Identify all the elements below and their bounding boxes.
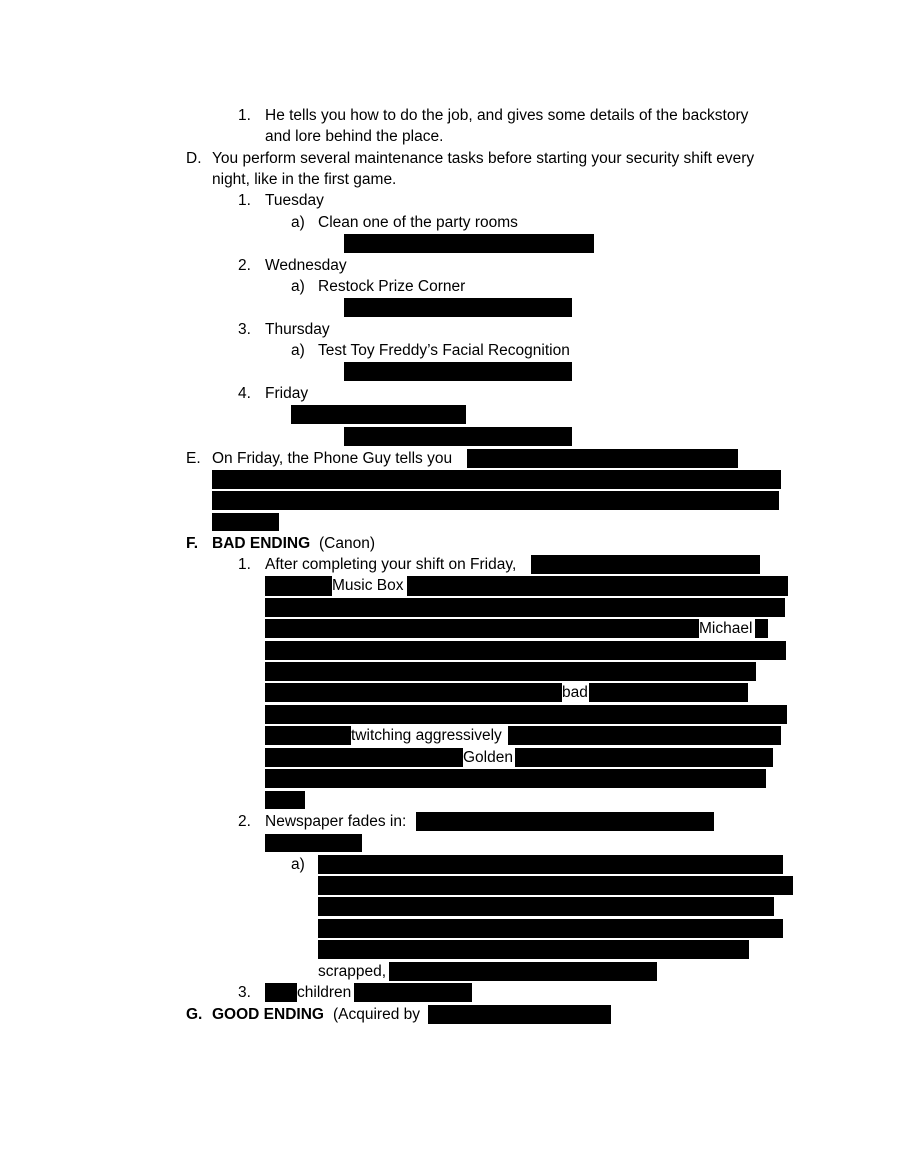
- redaction-bar: [407, 576, 788, 596]
- redaction-bar: [508, 726, 781, 745]
- section-heading: BAD ENDING: [212, 535, 311, 552]
- redaction-bar: [265, 834, 362, 852]
- redaction-bar: [755, 619, 768, 638]
- redaction-bar: [265, 748, 463, 767]
- list-item-text: Newspaper fades in:: [265, 813, 407, 830]
- list-marker: D.: [186, 150, 202, 167]
- list-marker: a): [291, 214, 305, 231]
- list-marker: 1.: [238, 107, 251, 124]
- visible-word: twitching aggressively: [351, 727, 502, 744]
- redaction-bar: [318, 855, 783, 874]
- list-item-text: After completing your shift on Friday,: [265, 556, 517, 573]
- redaction-bar: [265, 576, 332, 596]
- redaction-bar: [531, 555, 760, 574]
- redaction-bar: [344, 362, 572, 381]
- section-heading: GOOD ENDING: [212, 1006, 324, 1023]
- list-marker: 1.: [238, 556, 251, 573]
- redaction-bar: [265, 705, 787, 724]
- redaction-bar: [389, 962, 657, 981]
- list-marker: G.: [186, 1006, 203, 1023]
- list-marker: E.: [186, 450, 201, 467]
- redaction-bar: [589, 683, 748, 702]
- list-marker: F.: [186, 535, 199, 552]
- list-item-text: Clean one of the party rooms: [318, 214, 518, 231]
- redaction-bar: [291, 405, 466, 424]
- visible-word: scrapped,: [318, 963, 387, 980]
- redaction-bar: [344, 234, 594, 253]
- redaction-bar: [318, 919, 783, 938]
- list-item-text: Restock Prize Corner: [318, 278, 466, 295]
- redaction-bar: [467, 449, 738, 468]
- redaction-bar: [265, 619, 699, 638]
- redaction-bar: [265, 662, 756, 681]
- redaction-bar: [354, 983, 472, 1002]
- list-item-text: Tuesday: [265, 192, 324, 209]
- list-marker: 3.: [238, 984, 251, 1001]
- redaction-bar: [344, 298, 572, 317]
- redaction-bar: [265, 641, 786, 660]
- list-item-text: He tells you how to do the job, and gives some details of the backstory: [265, 107, 749, 124]
- visible-word: Michael: [699, 620, 753, 637]
- list-marker: 2.: [238, 813, 251, 830]
- redaction-bar: [265, 683, 562, 702]
- redaction-bar: [212, 491, 779, 510]
- redaction-bar: [212, 470, 781, 489]
- list-item-text: night, like in the first game.: [212, 171, 397, 188]
- redaction-bar: [344, 427, 572, 446]
- redaction-bar: [265, 769, 766, 788]
- visible-word: Golden: [463, 749, 513, 766]
- redaction-bar: [318, 940, 749, 959]
- list-marker: 3.: [238, 321, 251, 338]
- list-item-text: Friday: [265, 385, 309, 402]
- list-item-text: and lore behind the place.: [265, 128, 444, 145]
- redaction-bar: [212, 513, 279, 531]
- list-item-text: Wednesday: [265, 257, 347, 274]
- redaction-bar: [265, 983, 297, 1002]
- redaction-bar: [428, 1005, 611, 1024]
- list-marker: 1.: [238, 192, 251, 209]
- redaction-bar: [318, 897, 774, 916]
- visible-word: bad: [562, 684, 588, 701]
- list-item-text: Thursday: [265, 321, 330, 338]
- visible-word: Music Box: [332, 577, 404, 594]
- list-item-text: Test Toy Freddy’s Facial Recognition: [318, 342, 570, 359]
- section-heading-note: (Acquired by: [333, 1006, 421, 1023]
- redaction-bar: [265, 598, 785, 617]
- list-item-text: You perform several maintenance tasks before starting your security shift every: [212, 150, 755, 167]
- list-marker: a): [291, 342, 305, 359]
- redaction-bar: [265, 791, 305, 809]
- list-marker: a): [291, 278, 305, 295]
- list-marker: a): [291, 856, 305, 873]
- redaction-bar: [318, 876, 793, 895]
- redaction-bar: [515, 748, 773, 767]
- section-heading-note: (Canon): [319, 535, 375, 552]
- list-marker: 2.: [238, 257, 251, 274]
- redaction-bar: [265, 726, 351, 745]
- list-item-text: On Friday, the Phone Guy tells you: [212, 450, 453, 467]
- list-marker: 4.: [238, 385, 251, 402]
- redaction-bar: [416, 812, 714, 831]
- visible-word: children: [297, 984, 352, 1001]
